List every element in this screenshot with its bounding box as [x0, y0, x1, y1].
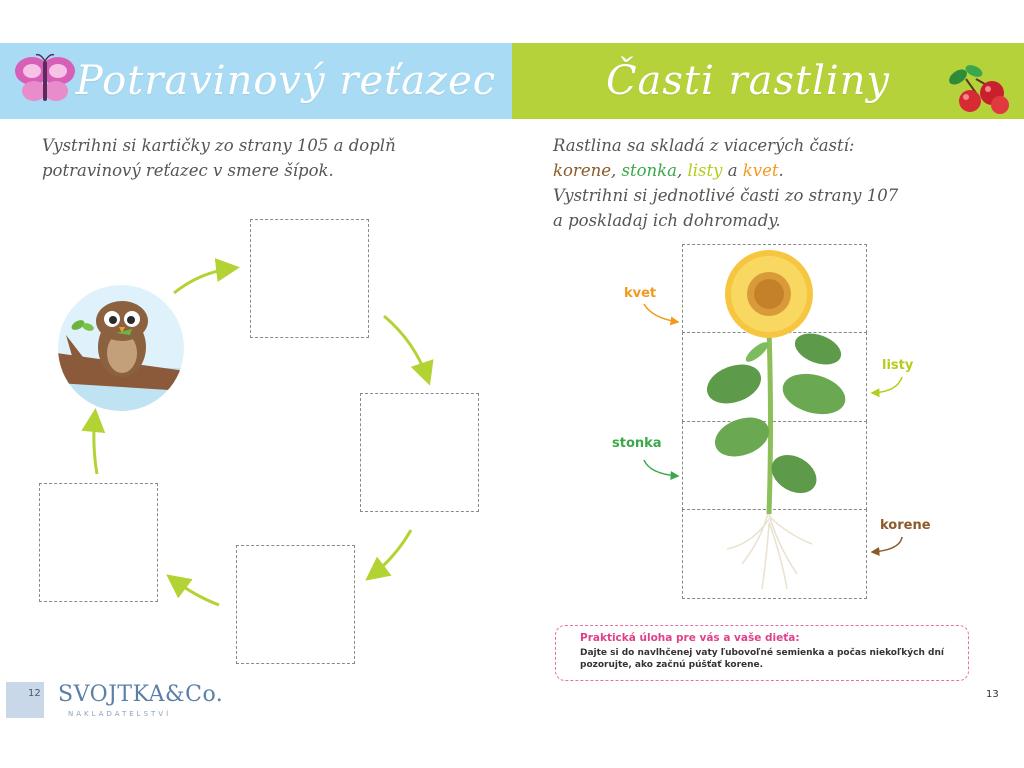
parts-korene: korene	[553, 161, 611, 180]
left-page-number: 12	[28, 688, 41, 699]
parts-stonka: stonka	[621, 161, 677, 180]
practical-task-box	[555, 625, 969, 681]
label-stonka: stonka	[612, 436, 662, 451]
right-instruction-line-2: a poskladaj ich dohromady.	[553, 211, 781, 230]
page-number-box	[6, 682, 44, 718]
arrow-left-to-owl	[94, 414, 97, 474]
right-instruction-line-1: Vystrihni si jednotlivé časti zo strany 107	[553, 186, 899, 205]
publisher-logo	[6, 682, 224, 722]
parts-kvet: kvet	[742, 161, 779, 180]
parts-sep-1: ,	[610, 161, 622, 180]
left-page-title: Potravinový reťazec	[75, 58, 497, 104]
arrow-kvet	[644, 304, 678, 322]
publisher-sub: NAKLADATELSTVÍ	[68, 710, 172, 718]
left-instruction-line-1: Vystrihni si kartičky zo strany 105 a doplň	[42, 136, 396, 155]
parts-end: .	[778, 161, 784, 180]
arrow-right-to-bottom	[370, 530, 411, 577]
right-page-title: Časti rastliny	[605, 58, 891, 104]
label-korene: korene	[880, 518, 931, 533]
label-kvet: kvet	[624, 286, 657, 301]
arrow-top-to-right	[384, 316, 428, 380]
practical-line-2: pozorujte, ako začnú púšťať korene.	[580, 660, 764, 670]
arrow-owl-to-top	[174, 268, 234, 293]
practical-title: Praktická úloha pre vás a vaše dieťa:	[580, 632, 800, 644]
arrow-korene	[872, 537, 902, 552]
right-page-number: 13	[986, 689, 999, 700]
publisher-name: SVOJTKA&Co.	[58, 682, 224, 707]
right-intro: Rastlina sa skladá z viacerých častí:	[553, 136, 855, 155]
arrow-stonka	[644, 460, 678, 476]
parts-sep-3: a	[722, 161, 743, 180]
label-listy: listy	[882, 358, 914, 373]
parts-sep-2: ,	[676, 161, 688, 180]
practical-line-1: Dajte si do navlhčenej vaty ľubovoľné semienka a počas niekoľkých dní	[580, 648, 944, 658]
parts-listy: listy	[687, 161, 723, 180]
right-page	[512, 0, 1024, 768]
arrow-listy	[872, 377, 902, 393]
arrow-bottom-to-left	[171, 578, 219, 605]
left-instruction-line-2: potravinový reťazec v smere šípok.	[42, 161, 334, 180]
